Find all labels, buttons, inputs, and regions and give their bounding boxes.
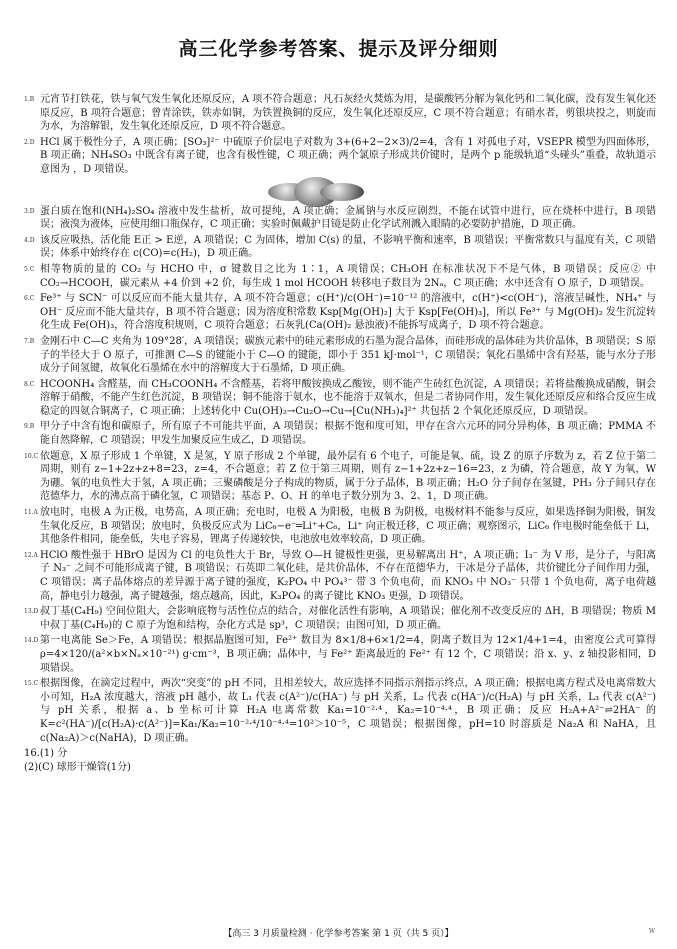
item-text: Fe³⁺ 与 SCN⁻ 可以反应而不能大量共存，A 项不符合题意；c(H⁺)/c(OH⁻)=10⁻¹² 的溶液中，c(H⁺)<c(OH⁻)，溶液呈碱性，NH₄⁺ 与 OH⁻ 反应而不能大量共存，B 项不符合题意；因为溶度积常数 Ksp[Mg(OH)₂] 大于 Ksp[Fe(OH)₃]，所以 Fe³⁺ 与 Mg(OH)₂ 发生沉淀转化生成 Fe(OH)₃，符合溶度积规则，C 项符合题意；石灰乳(Ca(OH)₂ 悬浊液)不能拆写成离子，D 项不符合题意。 (40, 293, 656, 332)
extra-line: 16.(1) 分 (24, 748, 68, 760)
item-number: 5.C (24, 265, 35, 273)
item-number: 9.B (24, 423, 35, 431)
item-number: 13.D (24, 608, 39, 616)
answer-item-13 (24, 605, 656, 632)
item-number: 6.C (24, 295, 35, 303)
item-text: HCl 属于极性分子，A 项正确；[SO₃]²⁻ 中硫原子价层电子对数为 3+(6+2−2×3)/2=4，含有 1 对孤电子对，VSEPR 模型为四面体形，B 项正确；NH₄SO₃ 中既含有离子键，也含有极性键，C 项正确；两个氯原子形成共价键时，是两个 p 能级轨道“头碰头”重叠，故轨道示意图为 ，D 项错误。 (40, 136, 656, 175)
item-number: 10.C (24, 452, 39, 460)
item-text: 该反应吸热，活化能 E正 > E逆，A 项错误；C 为固体，增加 C(s) 的量，不影响平衡和速率，B 项错误；平衡常数只与温度有关，C 项错误；体系中始终存在 c(CO)=c(H₂)，D 项正确。 (40, 234, 656, 260)
extra-line: (2)(C) 球形干燥管(1分) (24, 761, 131, 773)
page-title: 高三化学参考答案、提示及评分细则 (178, 38, 499, 60)
answer-item-3 (24, 205, 656, 232)
item-number: 7.B (24, 337, 35, 345)
item-number: 4.D (24, 236, 35, 244)
item-text: 放电时，电极 A 为正极，电势高，A 项正确；充电时，电极 A 为阳极，电极 B 为阴极，电极材料不能参与反应，如果选择铜为阳极，铜发生氧化反应，B 项错误；放电时，负极反应式为 LiC₆−e⁻═Li⁺+C₆，Li⁺ 向正极迁移，C 项正确；观察图示，LiC₆ 作电极时能垒低于 Li，其他条件相同，能垒低，失电子容易，锂离子传递较快，电池放电效率较高，D 项正确。 (40, 507, 656, 546)
item-number: 8.C (24, 380, 35, 388)
item-text: 依题意，X 原子形成 1 个单键，X 是氢，Y 原子形成 2 个单键，最外层有 6 个电子，可能是氧、硫，设 Z 的原子序数为 z，若 Z 位于第二周期，则有 z−1+2z+z+8=23，z=4，不合题意；若 Z 位于第三周期，则有 z−1+2z+z−16=23，z 为磷，符合题意，故 Y 为氧，W 为硼。氧的电负性大于氢，A 项正确；三聚磷酸是分子构成的物质，属于分子晶体，B 项正确；H₂O 分子间存在氢键，PH₃ 分子间只存在范德华力，水的沸点高于磷化氢，C 项错误；基态 P、O、H 的单电子数分别为 3、2、1，D 项正确。 (40, 450, 656, 503)
corner-mark: W (648, 928, 655, 935)
item-text: 蛋白质在饱和(NH₄)₂SO₄ 溶液中发生盐析，故可提纯，A 项正确；金属钠与水反应剧烈，不能在试管中进行，应在烧杯中进行，B 项错误；液溴为液体，应使用细口瓶保存，C 项正确；实验时佩戴护目镜是防止化学试剂溅入眼睛的必要防护措施，D 项正确。 (40, 205, 656, 231)
answer-item-7 (24, 335, 656, 376)
item-number: 1.B (24, 96, 35, 103)
answer-item-6 (24, 292, 656, 333)
item-text: 第一电离能 Se＞Fe，A 项错误；根据晶胞图可知，Fe²⁺ 数目为 8×1/8+6×1/2=4，阴离子数目为 12×1/4+1=4，由密度公式可算得 ρ=4×120/(a²×b×Nₐ×10⁻²¹) g·cm⁻³，B 项正确；晶体中，与 Fe²⁺ 距离最近的 Fe²⁺ 有 12 个，C 项错误；沿 x、y、z 轴投影相同，D 项错误。 (40, 635, 656, 674)
answer-item-14 (24, 634, 656, 675)
item-number: 15.C (24, 680, 39, 688)
item-text: 相等物质的量的 CO₂ 与 HCHO 中，σ 键数目之比为 1∶1，A 项错误；CH₃OH 在标准状况下不是气体，B 项错误；反应② 中 CO₂→HCOOH，碳元素从 +4 价到 +2 价，每生成 1 mol HCOOH 转移电子数目为 2Nₐ，C 项正确；水中还含有 O 原子，D 项错误。 (40, 263, 656, 289)
item-text: HClO 酸性强于 HBrO 是因为 Cl 的电负性大于 Br，导致 O—H 键极性更强，更易解离出 H⁺，A 项正确；I₃⁻ 为 V 形，是分子，与阳离子 N₃⁻ 之间不可能形成离子键，B 项错误；石英即二氧化硅，是共价晶体，不存在范德华力，干冰是分子晶体，共价键比分子间作用力强，C 项错误；离子晶体熔点的差异源于离子键的强度，K₂PO₄ 中 PO₄³⁻ 带 3 个负电荷，而 KNO₃ 中 NO₃⁻ 只带 1 个负电荷，离子电荷越高，静电引力越强，离子键越强，熔点越高，因此，K₃PO₄ 的离子键比 KNO₃ 更强，D 项错误。 (40, 549, 656, 602)
item-text: 元宵节打铁花，铁与氧气发生氧化还原反应，A 项不符合题意；凡石灰经火焚炼为用，是碳酸钙分解为氧化钙和二氧化碳，没有发生氧化还原反应，B 项符合题意；曾青涂铁，铁赤如铜，为铁置换铜的反应，发生氧化还原反应，C 项不符合题意；有硝水者，剪银块投之，则旋而为水，为溶解银，发生氧化还原反应，D 项不符合题意。 (40, 94, 656, 133)
answer-item-2 (24, 136, 656, 177)
item-text: 叔丁基(C₄H₉) 空间位阻大，会影响底物与活性位点的结合，对催化活性有影响，A 项错误；催化剂不改变反应的 ΔH，B 项错误；物质 M 中叔丁基(C₄H₉)的 C 原子为饱和结构，杂化方式是 sp³，C 项错误；由图可知，D 项正确。 (40, 606, 656, 631)
answer-item-11 (24, 506, 656, 547)
answer-item-1 (24, 93, 656, 134)
item-number: 3.D (24, 207, 35, 215)
answer-item-10 (24, 450, 656, 504)
item-number: 12.A (24, 551, 38, 559)
answer-item-8 (24, 378, 656, 419)
orbital-figure-row (24, 177, 656, 203)
answer-item-5 (24, 263, 656, 290)
answer-item-16 (24, 747, 656, 774)
answer-item-9 (24, 420, 656, 447)
answer-body (24, 93, 656, 776)
p-orbital-overlap-icon (268, 177, 364, 207)
item-text: HCOONH₄ 含醛基，而 CH₃COONH₄ 不含醛基，若将甲酸铵换成乙酸铵，则不能产生砖红色沉淀，A 项错误；若将盐酸换成硝酸，铜会溶解于硝酸，不能产生红色沉淀，B 项错误；铜不能溶于氨水，也不能溶于双氧水，但是二者协同作用，发生氧化还原反应和络合反应生成稳定的四氨合铜离子，C 项正确；上述转化中 Cu(OH)₂→Cu₂O→Cu→[Cu(NH₃)₄]²⁺ 共包括 2 个氧化还原反应，D 项错误。 (40, 378, 656, 417)
item-number: 14.D (24, 637, 39, 645)
page-footer: 【高三 3 月质量检测 · 化学参考答案 第 1 页（共 5 页）】 (223, 929, 454, 939)
answer-item-12 (24, 549, 656, 603)
item-number: 2.D (24, 138, 35, 146)
item-text: 金刚石中 C—C 夹角为 109°28′，A 项错误；碳族元素中的硅元素形成的石墨为混合晶体，而硅形成的晶体硅为共价晶体，B 项错误；S 原子的半径大于 O 原子，可推测 C—S 的键能小于 C—O 的键能，即小于 351 kJ·mol⁻¹，C 项错误；氧化石墨烯中含有羟基，能与水分子形成分子间氢键，故氧化石墨烯在水中的溶解度大于石墨烯，D 项正确。 (40, 335, 656, 375)
item-text: 根据图像，在滴定过程中，两次“突变”的 pH 不同，且相差较大，故应选择不同指示剂指示终点，A 项正确；根据电离方程式及电离常数大小可知，H₂A 浓度越大，溶液 pH 越小，故 L₁ 代表 c(A²⁻)/c(HA⁻) 与 pH 关系，L₂ 代表 c(HA⁻)/c(H₂A) 与 pH 关系，L₃ 代表 c(A²⁻) 与 pH 关系，根据 a、b 坐标可计算 H₂A 电离常数 Ka₁=10⁻²·⁴，Ka₂=10⁻⁴·⁴，B 项正确；反应 H₂A+A²⁻⇌2HA⁻ 的 K=c²(HA⁻)/[c(H₂A)·c(A²⁻)]=Ka₁/Ka₂=10⁻²·⁴/10⁻⁴·⁴=10²＞10⁻⁵，C 项错误；根据图像，pH=10 时溶质是 Na₂A 和 NaHA，且 c(Na₂A)＞c(NaHA)，D 项正确。 (40, 678, 656, 744)
item-text: 甲分子中含有饱和碳原子，所有原子不可能共平面，A 项错误；根据不饱和度可知，甲存在含六元环的同分异构体，B 项正确；PMMA 不能自然降解，C 项错误；甲发生加聚反应生成乙，D 项错误。 (40, 421, 656, 447)
item-number: 11.A (24, 509, 38, 517)
answer-item-4 (24, 234, 656, 261)
answer-item-15 (24, 677, 656, 745)
